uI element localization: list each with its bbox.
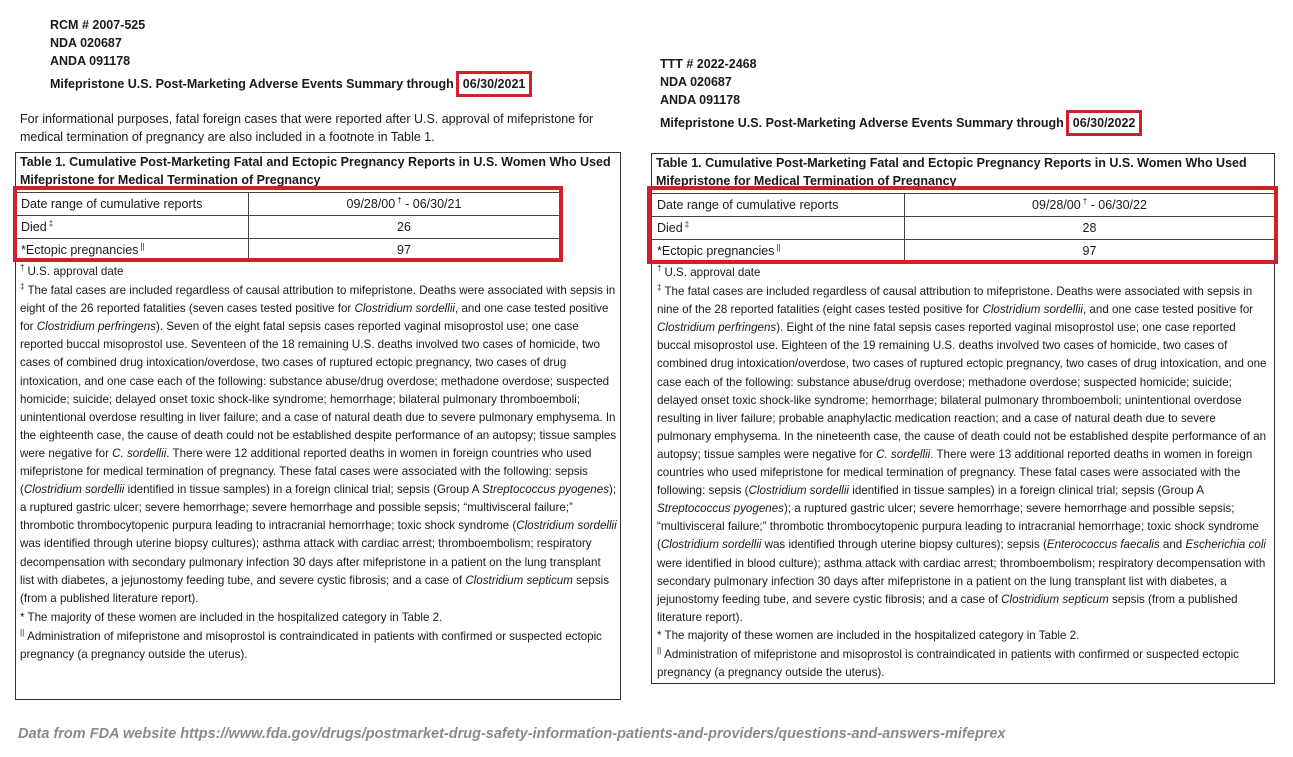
right-ttt-number: TTT # 2022-2468 <box>660 57 757 71</box>
left-ectopic-value: 97 <box>249 239 560 262</box>
right-summary-text: Mifepristone U.S. Post-Marketing Adverse Events Summary through <box>660 115 1064 130</box>
source-footer: Data from FDA website https://www.fda.gov/drugs/postmarket-drug-safety-information-patients-and-providers/questions-and-answers-mifeprex <box>18 726 1006 742</box>
left-stats-table <box>15 192 560 262</box>
left-range-value: 09/28/00 † - 06/30/21 <box>249 193 560 216</box>
left-intro-paragraph: For informational purposes, fatal foreign cases that were reported after U.S. approval of mifepristone for medical termination of pregnancy are also included in a footnote in Table 1. <box>20 112 594 144</box>
right-footnote-approval: † U.S. approval date <box>657 264 761 279</box>
right-stats-table <box>651 193 1275 263</box>
right-summary-date: 06/30/2022 <box>1066 110 1143 136</box>
left-header <box>50 16 532 97</box>
table-row <box>16 216 560 239</box>
right-footnotes <box>657 264 1270 682</box>
left-died-label: Died ‡ <box>16 216 249 239</box>
left-footnote-fatal: ‡ The fatal cases are included regardless of causal attribution to mifepristone. Deaths were associated with sepsis in eight of the 26 reported fatalities (seven cases tested positive for Clostridium sordellii, and one case tested positive for Clostridium perfringens). Seven of the eight fatal sepsis cases reported vaginal misoprostol use; one case reported buccal misoprostol use. Seventeen of the 18 remaining U.S. deaths involved two cases of homicide, two cases of combined drug intoxication/overdose, two cases of ruptured ectopic pregnancy, two cases of drug intoxication, and one case each of the following: substance abuse/drug overdose; methadone overdose; suspected homicide; suicide; delayed onset toxic shock-like syndrome; hemorrhage; bilateral pulmonary thromboemboli; unintentional overdose resulting in liver failure; and a case of natural death due to severe pulmonary emphysema. In the eighteenth case, the cause of death could not be established despite performance of an autopsy; tissue samples were negative for C. sordellii. There were 12 additional reported deaths in women in foreign countries who used mifepristone for medical termination of pregnancy. These fatal cases were associated with the following: sepsis (Clostridium sordellii identified in tissue samples) in a foreign clinical trial; sepsis (Group A Streptococcus pyogenes); a ruptured gastric ulcer; severe hemorrhage; severe hemorrhage and possible sepsis; “multivisceral failure;” thrombotic thrombocytopenic purpura leading to intracranial hemorrhage; toxic shock syndrome (Clostridium sordellii was identified through uterine biopsy cultures); asthma attack with cardiac arrest; thromboembolism; respiratory decompensation with secondary pulmonary infection 30 days after mifepristone in a patient on the lung transplant list with diabetes, a jejunostomy feeding tube, and severe cystic fibrosis; and a case of Clostridium septicum sepsis (from a published literature report). <box>20 282 617 605</box>
right-nda-number: NDA 020687 <box>660 75 732 90</box>
left-footnote-approval: † U.S. approval date <box>20 263 124 278</box>
right-died-label: Died ‡ <box>652 217 905 240</box>
left-summary-title <box>50 71 532 97</box>
right-ectopic-value: 97 <box>905 240 1275 263</box>
right-footnote-fatal: ‡ The fatal cases are included regardless of causal attribution to mifepristone. Deaths were associated with sepsis in nine of the 28 reported fatalities (eight cases tested positive for Clostridium sordellii, and one case tested positive for Clostridium perfringens). Eight of the nine fatal sepsis cases reported vaginal misoprostol use; one case reported buccal misoprostol use. Eighteen of the 19 remaining U.S. deaths involved two cases of homicide, two cases of combined drug intoxication/overdose, two cases of ruptured ectopic pregnancy, two cases of drug intoxication, and one case each of the following: substance abuse/drug overdose; methadone overdose; suspected homicide; suicide; delayed onset toxic shock-like syndrome; hemorrhage; bilateral pulmonary thromboemboli; unintentional overdose resulting in liver failure; probable anaphylactic medication reaction; and a case of natural death due to severe pulmonary emphysema. In the nineteenth case, the cause of death could not be established despite performance of an autopsy; tissue samples were negative for C. sordellii. There were 13 additional reported deaths in women in foreign countries who used mifepristone for medical termination of pregnancy. These fatal cases were associated with the following: sepsis (Clostridium sordellii identified in tissue samples) in a foreign clinical trial; sepsis (Group A Streptococcus pyogenes); a ruptured gastric ulcer; severe hemorrhage; severe hemorrhage and possible sepsis; “multivisceral failure;” thrombotic thrombocytopenic purpura leading to intracranial hemorrhage; toxic shock syndrome (Clostridium sordellii was identified through uterine biopsy cultures); sepsis (Enterococcus faecalis and Escherichia coli were identified in blood culture); asthma attack with cardiac arrest; thromboembolism; respiratory decompensation with secondary pulmonary infection 30 days after mifepristone in a patient on the lung transplant list with diabetes, a jejunostomy feeding tube, and severe cystic fibrosis; and a case of Clostridium septicum sepsis (from a published literature report). <box>657 283 1267 624</box>
table-row <box>16 193 560 216</box>
left-anda-number: ANDA 091178 <box>50 54 131 69</box>
left-range-label: Date range of cumulative reports <box>16 193 249 216</box>
table-row <box>652 194 1275 217</box>
left-footnotes <box>20 263 618 664</box>
right-anda-number: ANDA 091178 <box>660 93 741 108</box>
table-row <box>652 217 1275 240</box>
left-footnote-contraindicated: || Administration of mifepristone and misoprostol is contraindicated in patients with confirmed or suspected ectopic pregnancy (a pregnancy outside the uterus). <box>20 627 602 661</box>
table-row <box>16 239 560 262</box>
left-died-value: 26 <box>249 216 560 239</box>
right-footnote-contraindicated: || Administration of mifepristone and misoprostol is contraindicated in patients with confirmed or suspected ectopic pregnancy (a pregnancy outside the uterus). <box>657 645 1239 680</box>
right-died-value: 28 <box>905 217 1275 240</box>
left-ectopic-label: *Ectopic pregnancies || <box>16 239 249 262</box>
left-summary-text: Mifepristone U.S. Post-Marketing Adverse Events Summary through <box>50 76 454 91</box>
left-table-title: Table 1. Cumulative Post-Marketing Fatal and Ectopic Pregnancy Reports in U.S. Women Who Used Mifepristone for Medical Termination of Pregnancy <box>20 155 611 187</box>
right-footnote-hospitalized: * The majority of these women are included in the hospitalized category in Table 2. <box>657 628 1080 642</box>
right-range-value: 09/28/00 † - 06/30/22 <box>905 194 1275 217</box>
right-table-title: Table 1. Cumulative Post-Marketing Fatal and Ectopic Pregnancy Reports in U.S. Women Who Used Mifepristone for Medical Termination of Pregnancy <box>656 156 1247 188</box>
table-row <box>652 240 1275 263</box>
left-nda-number: NDA 020687 <box>50 36 122 51</box>
right-summary-title <box>660 110 1142 136</box>
right-ectopic-label: *Ectopic pregnancies || <box>652 240 905 263</box>
right-range-label: Date range of cumulative reports <box>652 194 905 217</box>
left-rcm-number: RCM # 2007-525 <box>50 18 146 32</box>
right-header <box>660 55 1142 136</box>
left-footnote-hospitalized: * The majority of these women are included in the hospitalized category in Table 2. <box>20 610 443 624</box>
left-summary-date: 06/30/2021 <box>456 71 533 97</box>
